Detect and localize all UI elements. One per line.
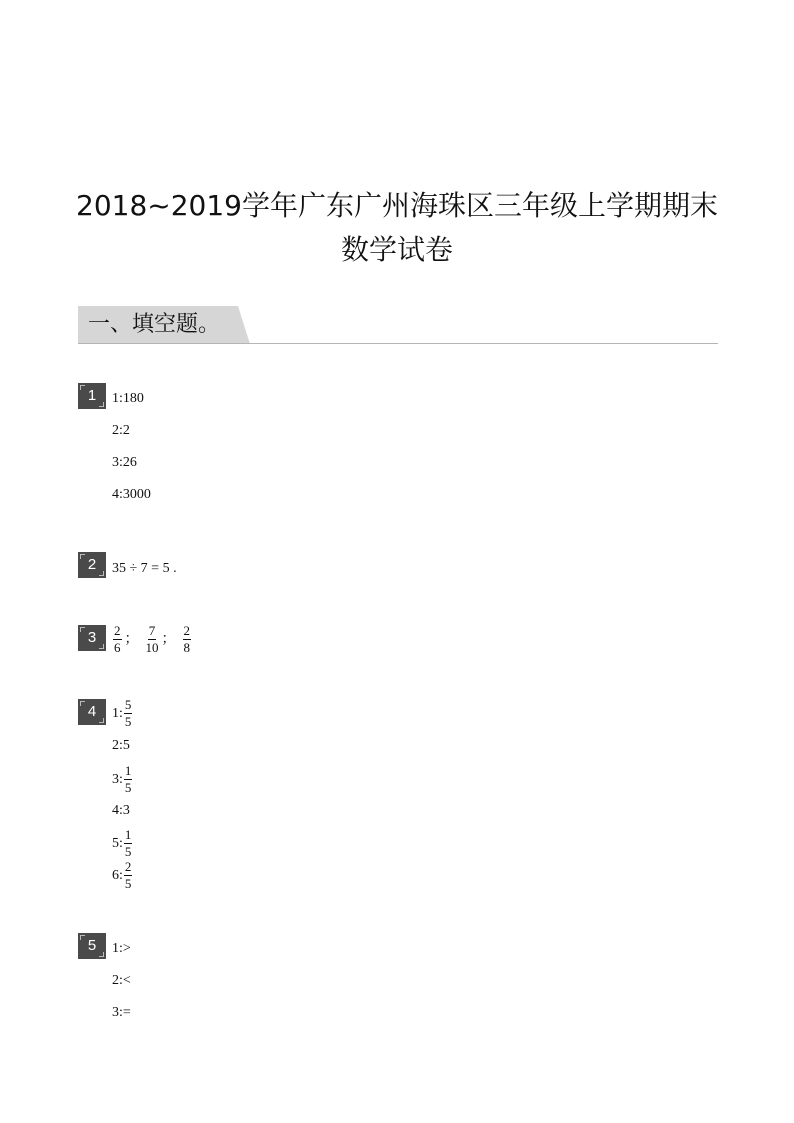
answer-line — [112, 860, 133, 891]
fraction — [124, 764, 133, 795]
title-line-2: 数学试卷 — [340, 233, 453, 266]
answer-line: 1:> — [112, 941, 131, 956]
section-header — [78, 306, 718, 346]
answer-line: 1:180 — [112, 391, 144, 406]
answer-line: 4:3000 — [112, 487, 151, 502]
answer-line — [112, 764, 133, 795]
title-line-1: 2018~2019学年广东广州海珠区三年级上学期期末 — [76, 189, 718, 222]
answer-line: 2:2 — [112, 423, 130, 438]
section-divider — [78, 343, 718, 344]
answer-line — [112, 802, 130, 820]
answer-line: 35 ÷ 7 = 5 . — [112, 561, 177, 576]
answer-prefix: 2: — [112, 738, 123, 753]
answer-prefix: 5: — [112, 835, 123, 851]
fraction-denominator: 5 — [124, 714, 132, 729]
fraction — [146, 624, 159, 655]
fraction-denominator: 6 — [114, 640, 121, 655]
fraction — [183, 624, 192, 655]
answer-fractions — [112, 624, 192, 655]
fraction-numerator: 2 — [114, 623, 121, 638]
answer-line: 3:26 — [112, 455, 137, 470]
answer-prefix: 6: — [112, 867, 123, 883]
fraction-denominator: 8 — [183, 640, 190, 655]
fraction-denominator: 5 — [124, 844, 132, 859]
answer-line — [112, 828, 133, 859]
fraction — [124, 698, 133, 729]
answer-line — [112, 698, 133, 729]
fraction-separator: ； — [161, 631, 176, 647]
fraction-numerator: 5 — [124, 697, 132, 712]
answer-line — [112, 737, 130, 755]
question-number-badge: 5 — [78, 933, 106, 959]
fraction-denominator: 10 — [145, 640, 159, 655]
fraction-numerator: 2 — [124, 859, 132, 874]
question-number-badge: 3 — [78, 625, 106, 651]
answer-value: 3 — [122, 803, 130, 818]
question-number-badge: 1 — [78, 383, 106, 409]
fraction — [124, 828, 133, 859]
question-number-badge: 2 — [78, 552, 106, 578]
answer-line: 2:< — [112, 973, 131, 988]
question-number-badge: 4 — [78, 699, 106, 725]
answer-prefix: 3: — [112, 771, 123, 787]
answer-line: 3:= — [112, 1005, 131, 1020]
answer-prefix: 4: — [112, 803, 123, 818]
section-title: 一、填空题。 — [88, 312, 221, 337]
fraction-numerator: 2 — [183, 623, 190, 638]
fraction-denominator: 5 — [124, 876, 132, 891]
fraction-denominator: 5 — [124, 780, 132, 795]
answer-prefix: 1: — [112, 705, 123, 721]
fraction-separator: ； — [124, 631, 139, 647]
answer-value: 5 — [122, 738, 130, 753]
fraction-numerator: 1 — [124, 763, 132, 778]
fraction — [113, 624, 122, 655]
fraction — [124, 860, 133, 891]
fraction-numerator: 7 — [148, 623, 156, 638]
document-title — [0, 184, 794, 272]
fraction-numerator: 1 — [124, 827, 132, 842]
